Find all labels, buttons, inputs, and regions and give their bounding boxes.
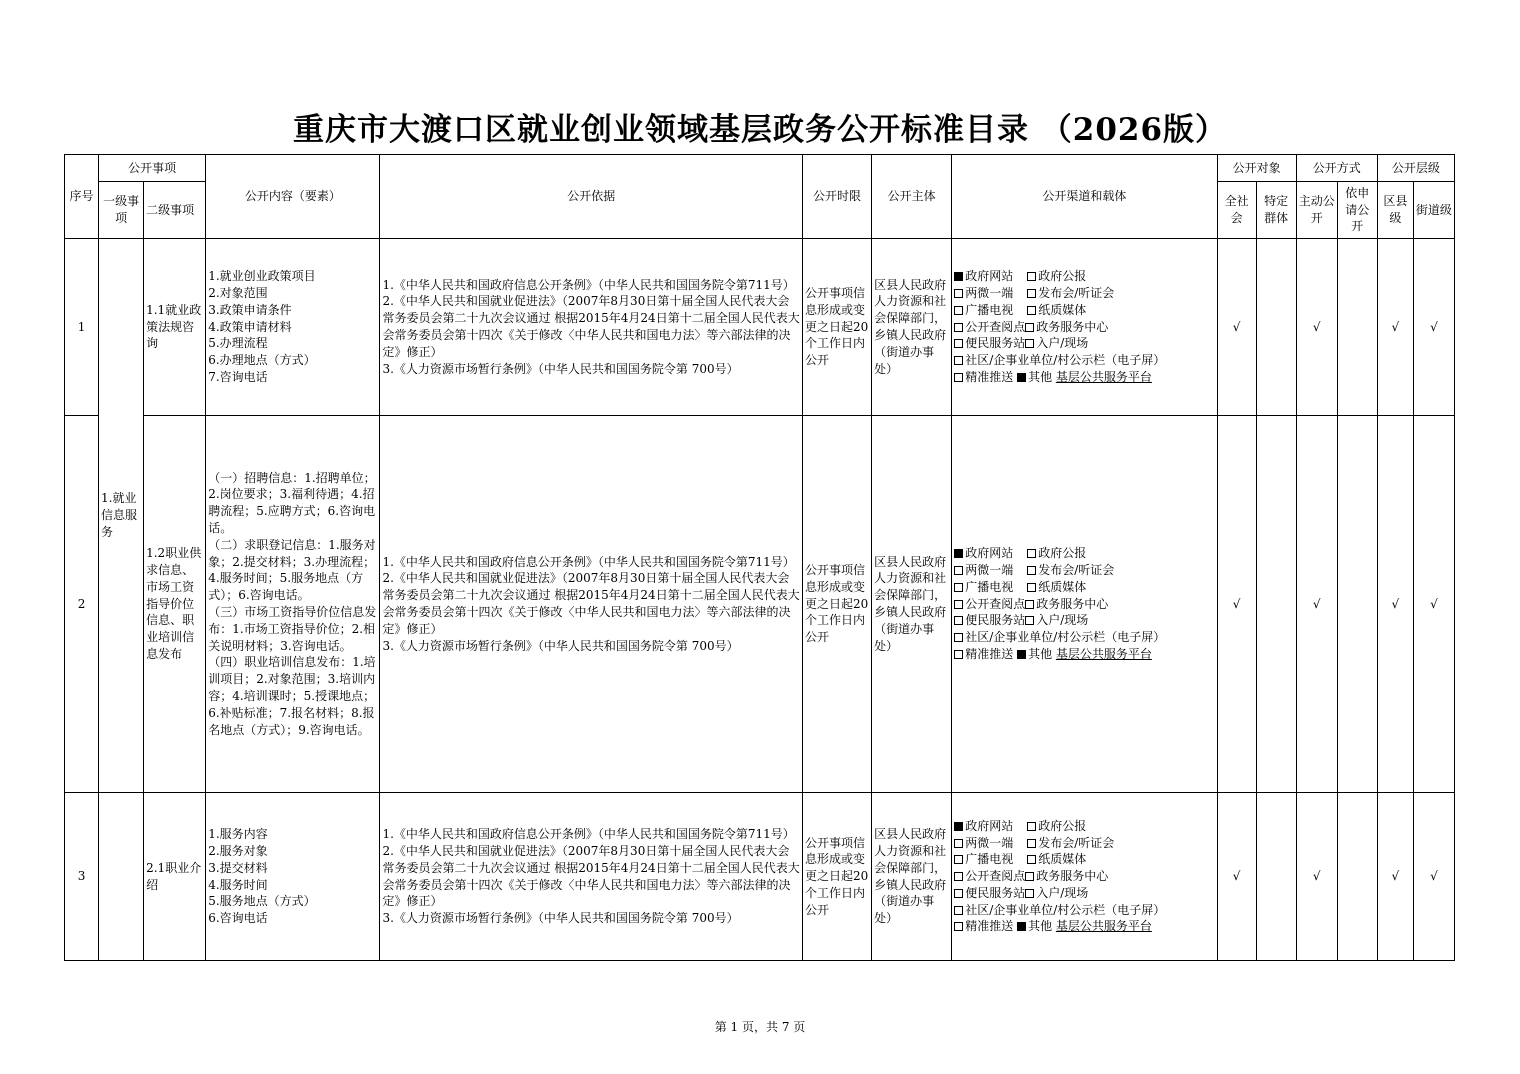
row-seq: 2: [65, 416, 99, 793]
mark-method-active: √: [1296, 416, 1337, 793]
header-basis: 公开依据: [380, 155, 803, 239]
content-item: 2.对象范围: [208, 286, 268, 300]
row-subject: 区县人民政府人力资源和社会保障部门，乡镇人民政府（街道办事处）: [872, 793, 952, 961]
content-item: 6.办理地点（方式）: [208, 353, 316, 368]
unchecked-box-icon: [1027, 549, 1036, 558]
content-item: 2.服务对象: [208, 843, 268, 858]
content-item: 3.政策申请条件: [208, 302, 292, 317]
catalog-table: [64, 154, 1455, 961]
content-item: （三）市场工资指导价位信息发布：1.市场工资指导价位；2.相关说明材料；3.咨询电话。: [208, 605, 377, 653]
unchecked-box-icon: [954, 356, 963, 365]
unchecked-box-icon: [954, 323, 963, 332]
unchecked-box-icon: [954, 616, 963, 625]
row-content: [206, 239, 380, 416]
header-time-limit: 公开时限: [803, 155, 872, 239]
unchecked-box-icon: [1027, 822, 1036, 831]
row-level2: 2.1职业介绍: [144, 793, 206, 961]
basis-item: 1.《中华人民共和国政府信息公开条例》（中华人民共和国国务院令第711号）: [382, 827, 795, 842]
header-method-active: 主动公开: [1296, 182, 1337, 239]
mark-level-street: √: [1413, 793, 1454, 961]
content-item: 1.就业创业政策项目: [208, 269, 316, 284]
unchecked-box-icon: [954, 373, 963, 382]
header-matters: 公开事项: [99, 155, 206, 182]
mark-level-district: √: [1377, 793, 1413, 961]
content-item: 7.咨询电话: [208, 369, 268, 384]
mark-method-active: √: [1296, 793, 1337, 961]
unchecked-box-icon: [954, 289, 963, 298]
mark-target-all: √: [1217, 416, 1256, 793]
unchecked-box-icon: [1025, 339, 1034, 348]
content-item: 3.提交材料: [208, 860, 268, 875]
table-row: [65, 239, 1455, 416]
level1-item: 1.就业信息服务: [99, 239, 144, 793]
header-level2: 二级事项: [144, 182, 206, 239]
unchecked-box-icon: [954, 633, 963, 642]
mark-method-request: [1337, 793, 1377, 961]
row-content: [206, 793, 380, 961]
unchecked-box-icon: [954, 889, 963, 898]
basis-item: 1.《中华人民共和国政府信息公开条例》（中华人民共和国国务院令第711号）: [382, 277, 795, 292]
content-item: 4.服务时间: [208, 877, 268, 892]
content-item: （一）招聘信息：1.招聘单位；2.岗位要求；3.福利待遇；4.招聘流程；5.应聘方式；6.咨询电话。: [208, 470, 376, 536]
row-basis: [380, 793, 803, 961]
unchecked-box-icon: [1025, 872, 1034, 881]
content-item: 4.政策申请材料: [208, 319, 292, 334]
content-item: （二）求职登记信息：1.服务对象；2.提交材料；3.办理流程；4.服务时间；5.服务地点（方式）；6.咨询电话。: [208, 537, 376, 603]
unchecked-box-icon: [1025, 600, 1034, 609]
mark-method-request: [1337, 239, 1377, 416]
basis-item: 2.《中华人民共和国就业促进法》（2007年8月30日第十届全国人民代表大会常务委员会第二十九次会议通过 根据2015年4月24日第十二届全国人民代表大会常务委员会第十四次《关于修改〈中华人民共和国电力法〉等六部法律的决定》修正）: [382, 571, 800, 636]
row-basis: [380, 239, 803, 416]
mark-level-district: √: [1377, 239, 1413, 416]
checked-box-icon: [1017, 373, 1026, 382]
content-item: 5.办理流程: [208, 336, 268, 351]
header-method-request: 依申请公开: [1337, 182, 1377, 239]
unchecked-box-icon: [954, 906, 963, 915]
checked-box-icon: [954, 272, 963, 281]
row-time-limit: 公开事项信息形成或变更之日起20个工作日内公开: [803, 416, 872, 793]
header-level1: 一级事项: [99, 182, 144, 239]
header-target: 公开对象: [1217, 155, 1296, 182]
unchecked-box-icon: [1027, 839, 1036, 848]
row-seq: 1: [65, 239, 99, 416]
unchecked-box-icon: [1025, 616, 1034, 625]
checked-box-icon: [1017, 922, 1026, 931]
header-level-street: 街道级: [1413, 182, 1454, 239]
basis-item: 2.《中华人民共和国就业促进法》（2007年8月30日第十届全国人民代表大会常务委员会第二十九次会议通过 根据2015年4月24日第十二届全国人民代表大会常务委员会第十四次《关于修改〈中华人民共和国电力法〉等六部法律的决定》修正）: [382, 843, 800, 909]
checked-box-icon: [1017, 650, 1026, 659]
header-row-1: [65, 155, 1455, 182]
page-title: 重庆市大渡口区就业创业领域基层政务公开标准目录 （2026版）: [292, 112, 1228, 148]
unchecked-box-icon: [954, 600, 963, 609]
row-level2: 1.2职业供求信息、市场工资指导价位信息、职业培训信息发布: [144, 416, 206, 793]
basis-item: 2.《中华人民共和国就业促进法》（2007年8月30日第十届全国人民代表大会常务委员会第二十九次会议通过 根据2015年4月24日第十二届全国人民代表大会常务委员会第十四次《关于修改〈中华人民共和国电力法〉等六部法律的决定》修正）: [382, 294, 800, 359]
unchecked-box-icon: [1027, 272, 1036, 281]
row-channels: 政府网站 政府公报 两微一端 发布会/听证会 广播电视 纸质媒体 公开查阅点 政务服务中心 便民服务站 入户/现场 社区/企事业单位/村公示栏（电子屏） 精准推送 其他 基层公共服务平台: [952, 239, 1217, 416]
content-item: 6.咨询电话: [208, 911, 268, 926]
row-basis: [380, 416, 803, 793]
row-subject: 区县人民政府人力资源和社会保障部门，乡镇人民政府（街道办事处）: [872, 239, 952, 416]
header-subject: 公开主体: [872, 155, 952, 239]
row-time-limit: 公开事项信息形成或变更之日起20个工作日内公开: [803, 793, 872, 961]
mark-target-specific: [1256, 416, 1296, 793]
unchecked-box-icon: [1027, 855, 1036, 864]
unchecked-box-icon: [954, 306, 963, 315]
content-item: 5.服务地点（方式）: [208, 894, 316, 909]
header-seq: 序号: [65, 155, 99, 239]
checked-box-icon: [954, 549, 963, 558]
unchecked-box-icon: [1027, 583, 1036, 592]
row-content: [206, 416, 380, 793]
content-item: （四）职业培训信息发布：1.培训项目；2.对象范围；3.培训内容；4.培训课时；5.授课地点；6.补贴标准；7.报名材料；8.报名地点（方式）；9.咨询电话。: [208, 655, 376, 737]
mark-method-request: [1337, 416, 1377, 793]
unchecked-box-icon: [1027, 306, 1036, 315]
mark-target-all: √: [1217, 239, 1256, 416]
row-time-limit: 公开事项信息形成或变更之日起20个工作日内公开: [803, 239, 872, 416]
mark-target-specific: [1256, 793, 1296, 961]
content-item: 1.服务内容: [208, 827, 268, 842]
mark-target-all: √: [1217, 793, 1256, 961]
mark-level-street: √: [1413, 239, 1454, 416]
basis-item: 3.《人力资源市场暂行条例》（中华人民共和国国务院令第 700号）: [382, 638, 739, 653]
unchecked-box-icon: [1025, 323, 1034, 332]
table-row: [65, 793, 1455, 961]
unchecked-box-icon: [954, 650, 963, 659]
unchecked-box-icon: [954, 855, 963, 864]
unchecked-box-icon: [954, 583, 963, 592]
row-subject: 区县人民政府人力资源和社会保障部门，乡镇人民政府（街道办事处）: [872, 416, 952, 793]
header-method: 公开方式: [1296, 155, 1377, 182]
level1-empty: [99, 793, 144, 961]
unchecked-box-icon: [954, 566, 963, 575]
unchecked-box-icon: [954, 872, 963, 881]
basis-item: 3.《人力资源市场暂行条例》（中华人民共和国国务院令第 700号）: [382, 361, 739, 376]
mark-level-district: √: [1377, 416, 1413, 793]
basis-item: 3.《人力资源市场暂行条例》（中华人民共和国国务院令第 700号）: [382, 911, 739, 926]
header-content: 公开内容（要素）: [206, 155, 380, 239]
unchecked-box-icon: [954, 839, 963, 848]
row-seq: 3: [65, 793, 99, 961]
mark-target-specific: [1256, 239, 1296, 416]
row-channels: 政府网站 政府公报 两微一端 发布会/听证会 广播电视 纸质媒体 公开查阅点 政务服务中心 便民服务站 入户/现场 社区/企事业单位/村公示栏（电子屏） 精准推送 其他 基层公共服务平台: [952, 793, 1217, 961]
header-target-specific: 特定群体: [1256, 182, 1296, 239]
unchecked-box-icon: [954, 339, 963, 348]
header-level: 公开层级: [1377, 155, 1454, 182]
unchecked-box-icon: [1027, 289, 1036, 298]
checked-box-icon: [954, 822, 963, 831]
table-row: [65, 416, 1455, 793]
unchecked-box-icon: [1025, 889, 1034, 898]
unchecked-box-icon: [1027, 566, 1036, 575]
unchecked-box-icon: [954, 922, 963, 931]
header-channel: 公开渠道和载体: [952, 155, 1217, 239]
row-level2: 1.1就业政策法规咨询: [144, 239, 206, 416]
header-target-all: 全社会: [1217, 182, 1256, 239]
mark-method-active: √: [1296, 239, 1337, 416]
header-level-district: 区县级: [1377, 182, 1413, 239]
mark-level-street: √: [1413, 416, 1454, 793]
page-number: 第 1 页，共 7 页: [714, 1020, 806, 1034]
basis-item: 1.《中华人民共和国政府信息公开条例》（中华人民共和国国务院令第711号）: [382, 554, 795, 569]
row-channels: 政府网站 政府公报 两微一端 发布会/听证会 广播电视 纸质媒体 公开查阅点 政务服务中心 便民服务站 入户/现场 社区/企事业单位/村公示栏（电子屏） 精准推送 其他 基层公共服务平台: [952, 416, 1217, 793]
